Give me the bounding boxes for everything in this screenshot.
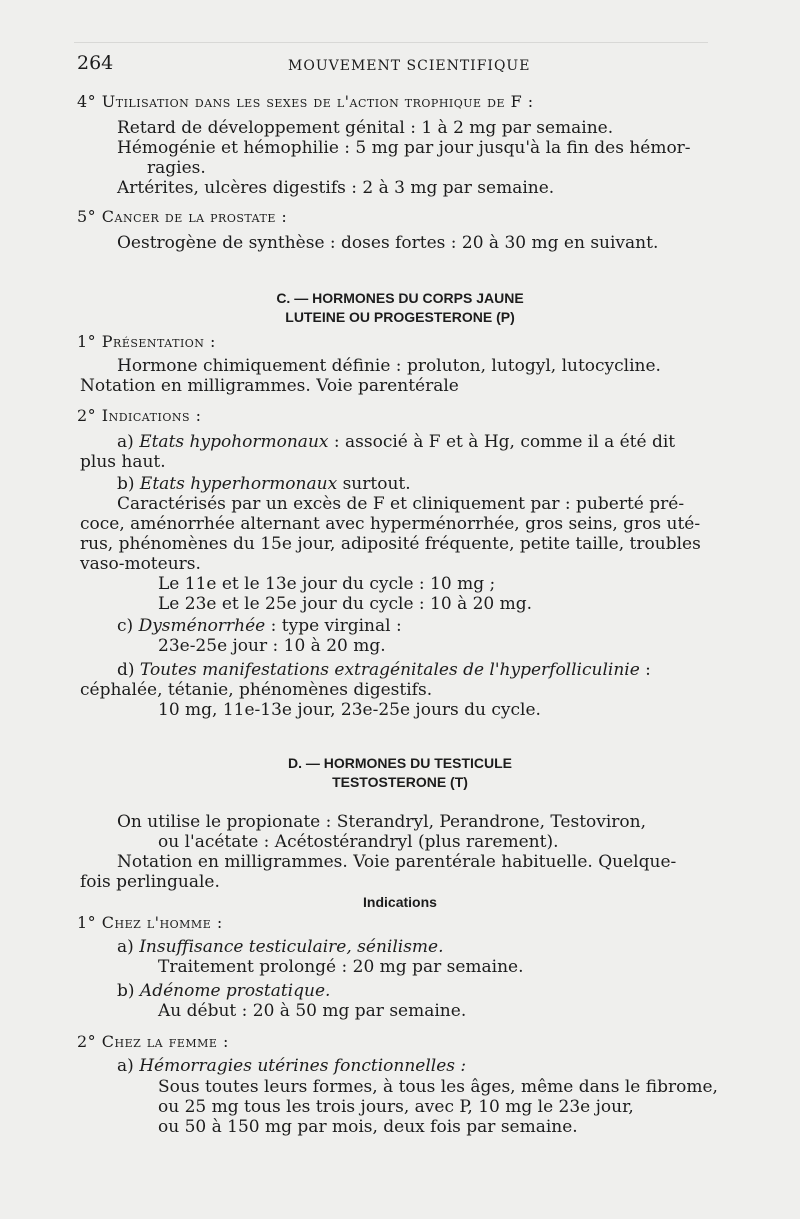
item4-line-4: Artérites, ulcères digestifs : 2 à 3 mg par semaine. (117, 178, 555, 198)
intro-line-4: fois perlinguale. (80, 872, 220, 892)
indication-c (117, 616, 402, 636)
section-d-heading-2: TESTOSTERONE (T) (332, 774, 468, 790)
homme-a-italic: Insuffisance testiculaire, sénilisme. (139, 937, 444, 957)
item5-line: Oestrogène de synthèse : doses fortes : 20 à 30 mg en suivant. (117, 233, 659, 253)
indication-b-line-3: rus, phénomènes du 15e jour, adiposité fréquente, petite taille, troubles (80, 534, 701, 554)
femme-title: 2° Chez la femme : (77, 1032, 229, 1051)
indication-a-rest: : associé à F et à Hg, comme il a été dit (328, 432, 676, 452)
indication-b-label: b) (117, 474, 135, 494)
intro-line-2: ou l'acétate : Acétostérandryl (plus rarement). (158, 832, 559, 852)
femme-a-label: a) (117, 1056, 134, 1076)
indication-c-dose: 23e-25e jour : 10 à 20 mg. (158, 636, 386, 656)
presentation-title: 1° Présentation : (77, 332, 216, 351)
indication-b (117, 474, 411, 494)
femme-a (117, 1056, 466, 1076)
section-c-heading-1: C. — HORMONES DU CORPS JAUNE (276, 290, 524, 306)
indication-d-italic: Toutes manifestations extragénitales de l'hyperfolliculinie (139, 660, 640, 680)
indication-d-rest: : (639, 660, 651, 680)
femme-a-line-3: ou 50 à 150 mg par mois, deux fois par semaine. (158, 1117, 578, 1137)
indication-d-label: d) (117, 660, 135, 680)
running-title: MOUVEMENT SCIENTIFIQUE (288, 58, 531, 74)
indication-a-label: a) (117, 432, 134, 452)
item4-title: 4° Utilisation dans les sexes de l'action trophique de F : (77, 92, 534, 111)
indication-b-line-2: coce, aménorrhée alternant avec hyperménorrhée, gros seins, gros uté- (80, 514, 701, 534)
item5-title: 5° Cancer de la prostate : (77, 207, 288, 226)
section-d-heading-1: D. — HORMONES DU TESTICULE (287, 755, 512, 771)
homme-b (117, 981, 330, 1001)
page-number: 264 (77, 52, 114, 74)
indications-heading: Indications (363, 894, 437, 910)
indication-d-line-2: céphalée, tétanie, phénomènes digestifs. (80, 680, 433, 700)
homme-a-label: a) (117, 937, 134, 957)
homme-a (117, 937, 444, 957)
presentation-line-1: Hormone chimiquement définie : proluton, lutogyl, lutocycline. (117, 356, 661, 376)
indication-c-label: c) (117, 616, 134, 636)
indication-a-italic: Etats hypohormonaux (139, 432, 329, 452)
femme-a-line-2: ou 25 mg tous les trois jours, avec P, 10 mg le 23e jour, (158, 1097, 634, 1117)
indication-b-dose-1: Le 11e et le 13e jour du cycle : 10 mg ; (158, 574, 496, 594)
indication-c-italic: Dysménorrhée (138, 616, 266, 636)
indication-b-rest: surtout. (337, 474, 411, 494)
homme-a-dose: Traitement prolongé : 20 mg par semaine. (158, 957, 524, 977)
indication-b-dose-2: Le 23e et le 25e jour du cycle : 10 à 20 mg. (158, 594, 533, 614)
indication-c-rest: : type virginal : (265, 616, 402, 636)
homme-b-italic: Adénome prostatique. (139, 981, 331, 1001)
intro-line-3: Notation en milligrammes. Voie parentérale habituelle. Quelque- (117, 852, 677, 872)
indications-title: 2° Indications : (77, 406, 202, 425)
homme-title: 1° Chez l'homme : (77, 913, 223, 932)
indication-b-italic: Etats hyperhormonaux (139, 474, 338, 494)
indication-b-line-4: vaso-moteurs. (80, 554, 201, 574)
homme-b-label: b) (117, 981, 135, 1001)
intro-line-1: On utilise le propionate : Sterandryl, Perandrone, Testoviron, (117, 812, 647, 832)
section-c-heading-2: LUTEINE OU PROGESTERONE (P) (285, 309, 515, 325)
top-rule (74, 42, 708, 43)
item4-line-3: ragies. (147, 158, 206, 178)
item4-line-2: Hémogénie et hémophilie : 5 mg par jour jusqu'à la fin des hémor- (117, 138, 691, 158)
homme-b-dose: Au début : 20 à 50 mg par semaine. (158, 1001, 467, 1021)
indication-a (117, 432, 675, 452)
item4-line-1: Retard de développement génital : 1 à 2 mg par semaine. (117, 118, 614, 138)
indication-a-line-2: plus haut. (80, 452, 166, 472)
indication-b-line-1: Caractérisés par un excès de F et cliniquement par : puberté pré- (117, 494, 685, 514)
femme-a-line-1: Sous toutes leurs formes, à tous les âges, même dans le fibrome, (158, 1077, 718, 1097)
femme-a-italic: Hémorragies utérines fonctionnelles : (139, 1056, 467, 1076)
indication-d (117, 660, 651, 680)
presentation-line-2: Notation en milligrammes. Voie parentérale (80, 376, 459, 396)
indication-d-dose: 10 mg, 11e-13e jour, 23e-25e jours du cycle. (158, 700, 541, 720)
